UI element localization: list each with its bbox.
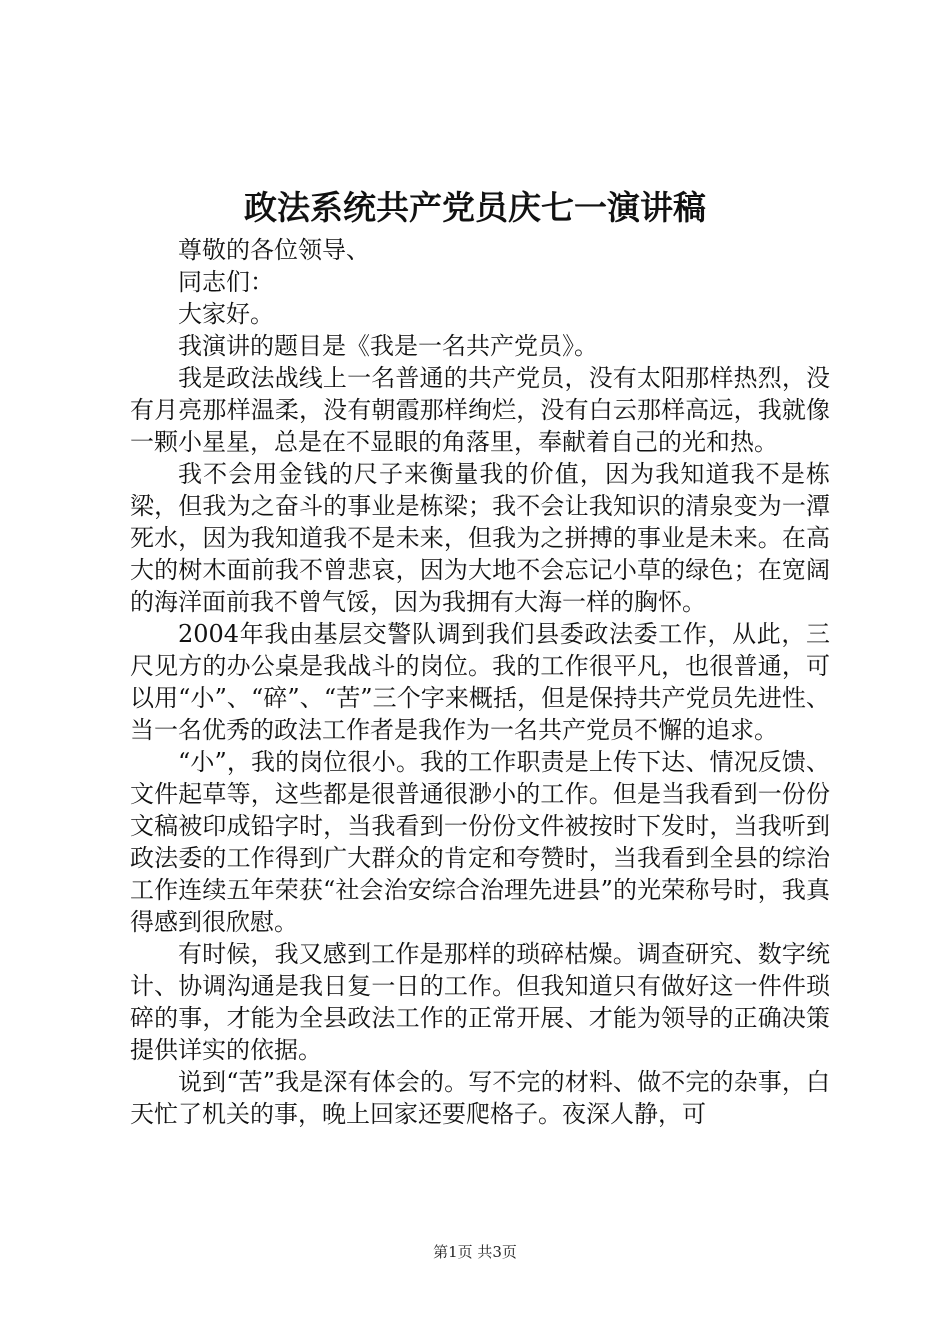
document-body bbox=[130, 234, 830, 1130]
page-footer: 第1页 共3页 bbox=[433, 1243, 517, 1261]
body-paragraph: 2004年我由基层交警队调到我们县委政法委工作，从此，三尺见方的办公桌是我战斗的岗位。我的工作很平凡，也很普通，可以用“小”、“碎”、“苦”三个字来概括，但是保持共产党员先进性、当一名优秀的政法工作者是我作为一名共产党员不懈的追求。 bbox=[130, 620, 830, 744]
body-paragraph: 我不会用金钱的尺子来衡量我的价值，因为我知道我不是栋梁，但我为之奋斗的事业是栋梁；我不会让我知识的清泉变为一潭死水，因为我知道我不是未来，但我为之拼搏的事业是未来。在高大的树木面前我不曾悲哀，因为大地不会忘记小草的绿色；在宽阔的海洋面前我不曾气馁，因为我拥有大海一样的胸怀。 bbox=[130, 460, 830, 616]
salutation-leaders: 尊敬的各位领导、 bbox=[178, 236, 370, 264]
body-paragraph: 有时候，我又感到工作是那样的琐碎枯燥。调查研究、数字统计、协调沟通是我日复一日的工作。但我知道只有做好这一件件琐碎的事，才能为全县政法工作的正常开展、才能为领导的正确决策提供详实的依据。 bbox=[130, 940, 830, 1064]
document-title: 政法系统共产党员庆七一演讲稿 bbox=[244, 188, 706, 227]
body-paragraph: 我是政法战线上一名普通的共产党员，没有太阳那样热烈，没有月亮那样温柔，没有朝霞那样绚烂，没有白云那样高远，我就像一颗小星星，总是在不显眼的角落里，奉献着自己的光和热。 bbox=[130, 364, 830, 456]
speech-topic: 我演讲的题目是《我是一名共产党员》。 bbox=[178, 332, 598, 360]
body-paragraph: “小”，我的岗位很小。我的工作职责是上传下达、情况反馈、文件起草等，这些都是很普通很渺小的工作。但是当我看到一份份文稿被印成铅字时，当我看到一份份文件被按时下发时，当我听到政法委的工作得到广大群众的肯定和夸赞时，当我看到全县的综治工作连续五年荣获“社会治安综合治理先进县”的光荣称号时，我真得感到很欣慰。 bbox=[130, 748, 830, 936]
salutation-comrades: 同志们： bbox=[178, 268, 274, 296]
body-paragraph: 说到“苦”我是深有体会的。写不完的材料、做不完的杂事，白天忙了机关的事，晚上回家还要爬格子。夜深人静，可 bbox=[130, 1068, 830, 1128]
greeting: 大家好。 bbox=[178, 300, 274, 328]
